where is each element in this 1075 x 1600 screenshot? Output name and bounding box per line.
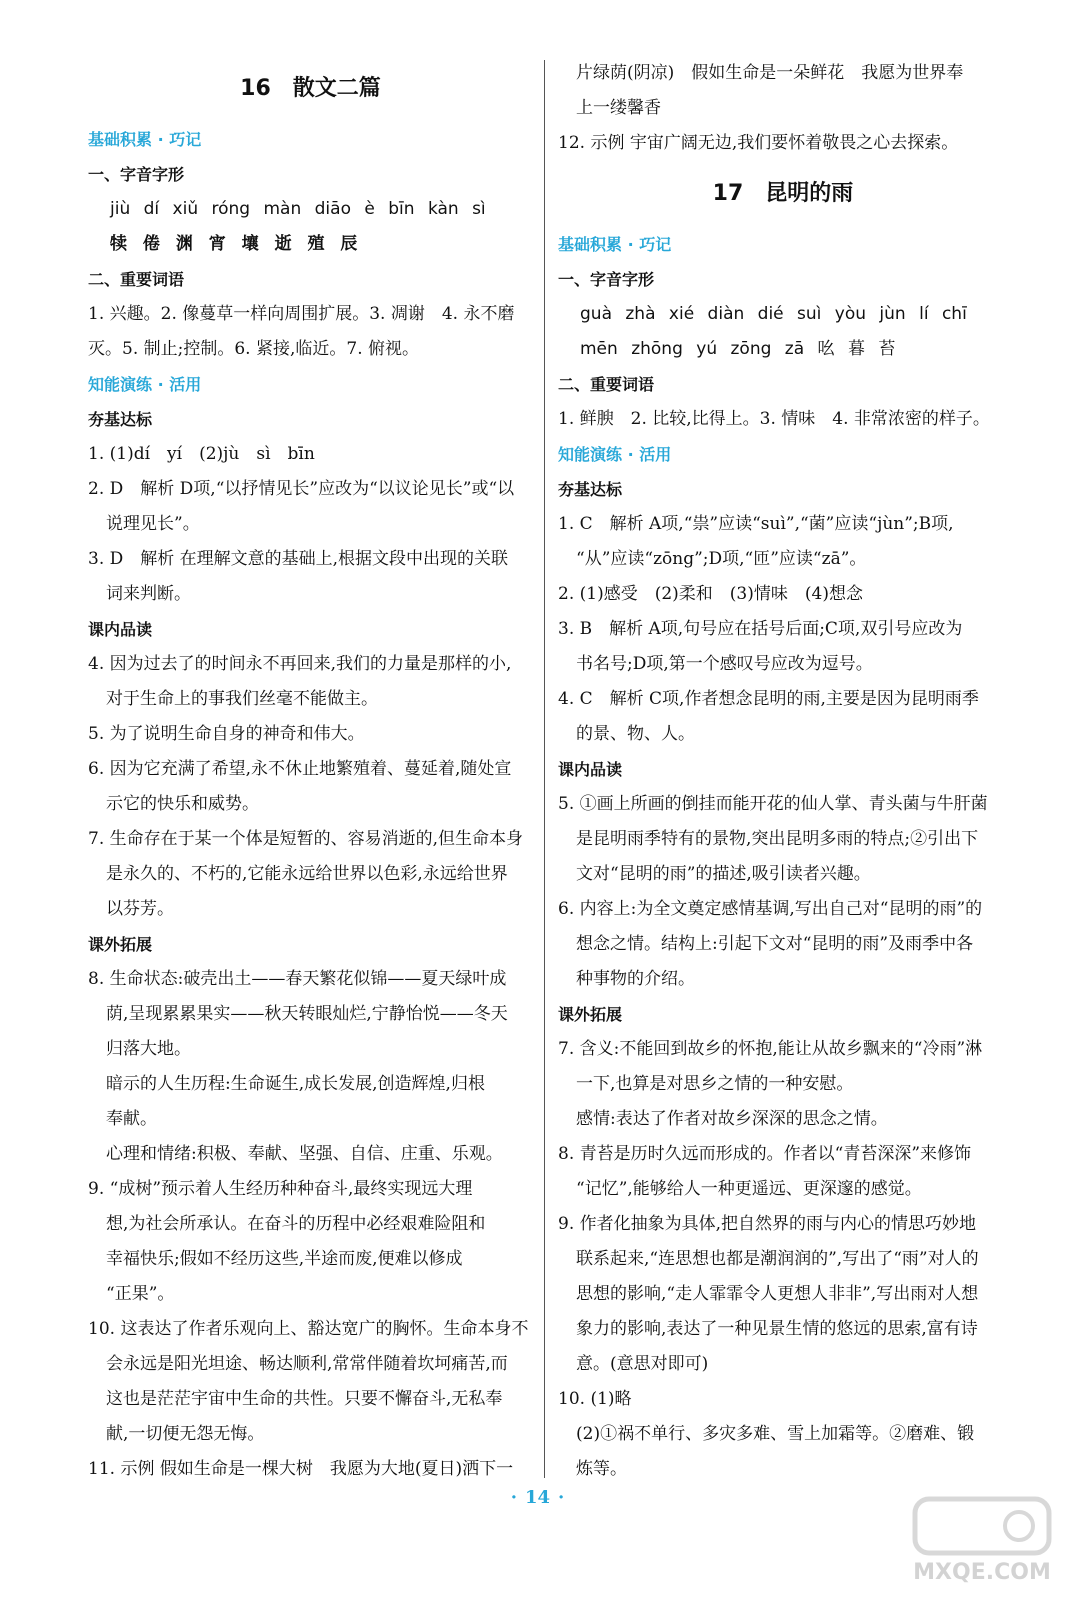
- answer-line: 2. D 解析 D项,“以抒情见长”应改为“以议论见长”或“以: [88, 479, 515, 499]
- pinyin-row: mēn zhōng yú zōng zā 吆 暮 苔: [580, 339, 896, 359]
- subsection-heading: 夯基达标: [558, 480, 623, 499]
- answer-line: 想念之情。结构上:引起下文对“昆明的雨”及雨季中各: [576, 934, 974, 954]
- answer-line: 以芬芳。: [106, 899, 174, 919]
- pinyin-row: jiù dí xiǔ róng màn diāo è bīn kàn sì: [110, 199, 486, 219]
- answer-line: 1. 鲜腴 2. 比较,比得上。3. 情味 4. 非常浓密的样子。: [558, 409, 990, 429]
- lesson-number: 16: [240, 76, 271, 101]
- answer-line: 种事物的介绍。: [576, 969, 695, 989]
- answer-line: 12. 示例 宇宙广阔无边,我们要怀着敬畏之心去探索。: [558, 133, 959, 153]
- answer-line: 10. 这表达了作者乐观向上、豁达宽广的胸怀。生命本身不: [88, 1319, 529, 1339]
- subsection-heading: 课外拓展: [88, 935, 153, 954]
- answer-line: 书名号;D项,第一个感叹号应改为逗号。: [576, 654, 873, 674]
- answer-line: 文对“昆明的雨”的描述,吸引读者兴趣。: [576, 864, 871, 884]
- answer-line: 3. D 解析 在理解文意的基础上,根据文段中出现的关联: [88, 549, 509, 569]
- watermark-logo: [907, 1495, 1057, 1587]
- left-column: [88, 56, 533, 1487]
- answer-line: 联系起来,“连思想也都是潮润润的”,写出了“雨”对人的: [576, 1249, 979, 1269]
- answer-line: “正果”。: [106, 1284, 175, 1304]
- lesson-number: 17: [712, 181, 744, 206]
- subsection-heading: 二、重要词语: [558, 375, 655, 394]
- pinyin-row: guà zhà xié diàn dié suì yòu jùn lí chī: [580, 304, 967, 324]
- subsection-heading: 夯基达标: [88, 410, 153, 429]
- characters-row: 犊 倦 渊 宵 壤 逝 殖 辰: [110, 234, 358, 254]
- bullet-icon: ·: [510, 1487, 517, 1508]
- answer-line: 的景、物、人。: [576, 724, 695, 744]
- answer-line: 会永远是阳光坦途、畅达顺利,常常伴随着坎坷痛苦,而: [106, 1354, 508, 1374]
- answer-line: 说理见长”。: [106, 514, 200, 534]
- answer-line: 奉献。: [106, 1109, 157, 1129]
- answer-line: “记忆”,能够给人一种更遥远、更深邃的感觉。: [576, 1179, 922, 1199]
- answer-line: 暗示的人生历程:生命诞生,成长发展,创造辉煌,归根: [106, 1074, 485, 1094]
- answer-line: 11. 示例 假如生命是一棵大树 我愿为大地(夏日)洒下一: [88, 1459, 514, 1479]
- answer-line: 5. ①画上所画的倒挂而能开花的仙人掌、青头菌与牛肝菌: [558, 794, 988, 814]
- answer-line: 灭。5. 制止;控制。6. 紧接,临近。7. 俯视。: [88, 339, 420, 359]
- answer-line: 是永久的、不朽的,它能永远给世界以色彩,永远给世界: [106, 864, 508, 884]
- subsection-heading: 一、字音字形: [558, 270, 655, 289]
- watermark-logo-circle: [1005, 1512, 1033, 1540]
- answer-line: 思想的影响,“走人霏霏令人更想人非非”,写出雨对人想: [576, 1284, 979, 1304]
- answer-line: 6. 因为它充满了希望,永不休止地繁殖着、蔓延着,随处宣: [88, 759, 512, 779]
- lesson-16-title: [88, 56, 533, 122]
- answer-line: 幸福快乐;假如不经历这些,半途而废,便难以修成: [106, 1249, 463, 1269]
- answer-line: 意。(意思对即可): [576, 1354, 709, 1374]
- answer-line: 想,为社会所承认。在奋斗的历程中必经艰难险阻和: [106, 1214, 486, 1234]
- lesson-title: 散文二篇: [292, 76, 381, 101]
- section-heading: 基础积累 · 巧记: [88, 130, 202, 149]
- answer-line: 词来判断。: [106, 584, 191, 604]
- answer-line: “从”应读“zōng”;D项,“匝”应读“zā”。: [576, 549, 867, 569]
- answer-line: 8. 生命状态:破壳出土——春天繁花似锦——夏天绿叶成: [88, 969, 507, 989]
- answer-line: 上一缕馨香: [576, 98, 661, 118]
- subsection-heading: 课内品读: [88, 620, 153, 639]
- answer-line: 献,一切便无怨无悔。: [106, 1424, 265, 1444]
- section-heading: 知能演练 · 活用: [558, 445, 672, 464]
- page-number-value: 14: [524, 1487, 551, 1508]
- answer-line: 一下,也算是对思乡之情的一种安慰。: [576, 1074, 854, 1094]
- right-column: [558, 56, 1008, 1487]
- subsection-heading: 课内品读: [558, 760, 623, 779]
- answer-line: 片绿荫(阴凉) 假如生命是一朵鲜花 我愿为世界奉: [576, 63, 964, 83]
- answer-line: (2)①祸不单行、多灾多难、雪上加霜等。②磨难、锻: [576, 1424, 975, 1444]
- section-heading: 知能演练 · 活用: [88, 375, 202, 394]
- answer-line: 7. 含义:不能回到故乡的怀抱,能让从故乡飘来的“冷雨”淋: [558, 1039, 983, 1059]
- watermark-text: MXQE.COM: [913, 1560, 1051, 1585]
- answer-line: 7. 生命存在于某一个体是短暂的、容易消逝的,但生命本身: [88, 829, 524, 849]
- answer-line: 这也是茫茫宇宙中生命的共性。只要不懈奋斗,无私奉: [106, 1389, 503, 1409]
- answer-line: 1. C 解析 A项,“祟”应读“suì”,“菌”应读“jùn”;B项,: [558, 514, 954, 534]
- answer-line: 10. (1)略: [558, 1389, 632, 1409]
- bullet-icon: ·: [558, 1487, 565, 1508]
- answer-line: 1. (1)dí yí (2)jù sì bīn: [88, 444, 315, 464]
- answer-line: 归落大地。: [106, 1039, 191, 1059]
- answer-line: 象力的影响,表达了一种见景生情的悠远的思索,富有诗: [576, 1319, 978, 1339]
- subsection-heading: 课外拓展: [558, 1005, 623, 1024]
- subsection-heading: 二、重要词语: [88, 270, 185, 289]
- answer-line: 5. 为了说明生命自身的神奇和伟大。: [88, 724, 365, 744]
- answer-line: 3. B 解析 A项,句号应在括号后面;C项,双引号应改为: [558, 619, 963, 639]
- answer-line: 炼等。: [576, 1459, 627, 1479]
- column-divider: [544, 60, 545, 1478]
- answer-line: 4. C 解析 C项,作者想念昆明的雨,主要是因为昆明雨季: [558, 689, 979, 709]
- answer-line: 是昆明雨季特有的景物,突出昆明多雨的特点;②引出下: [576, 829, 979, 849]
- answer-line: 对于生命上的事我们丝毫不能做主。: [106, 689, 378, 709]
- answer-line: 8. 青苔是历时久远而形成的。作者以“青苔深深”来修饰: [558, 1144, 972, 1164]
- lesson-title: 昆明的雨: [765, 181, 854, 206]
- section-heading: 基础积累 · 巧记: [558, 235, 672, 254]
- answer-line: 9. “成树”预示着人生经历种种奋斗,最终实现远大理: [88, 1179, 473, 1199]
- answer-line: 感情:表达了作者对故乡深深的思念之情。: [576, 1109, 888, 1129]
- answer-line: 2. (1)感受 (2)柔和 (3)情味 (4)想念: [558, 584, 863, 604]
- watermark-logo-frame: [915, 1499, 1049, 1553]
- answer-line: 示它的快乐和威势。: [106, 794, 259, 814]
- answer-line: 4. 因为过去了的时间永不再回来,我们的力量是那样的小,: [88, 654, 512, 674]
- answer-line: 荫,呈现累累果实——秋天转眼灿烂,宁静怡悦——冬天: [106, 1004, 508, 1024]
- subsection-heading: 一、字音字形: [88, 165, 185, 184]
- lesson-17-title: [558, 161, 1008, 227]
- answer-line: 心理和情绪:积极、奉献、坚强、自信、庄重、乐观。: [106, 1144, 503, 1164]
- answer-line: 9. 作者化抽象为具体,把自然界的雨与内心的情思巧妙地: [558, 1214, 977, 1234]
- answer-line: 6. 内容上:为全文奠定感情基调,写出自己对“昆明的雨”的: [558, 899, 983, 919]
- answer-line: 1. 兴趣。2. 像蔓草一样向周围扩展。3. 凋谢 4. 永不磨: [88, 304, 515, 324]
